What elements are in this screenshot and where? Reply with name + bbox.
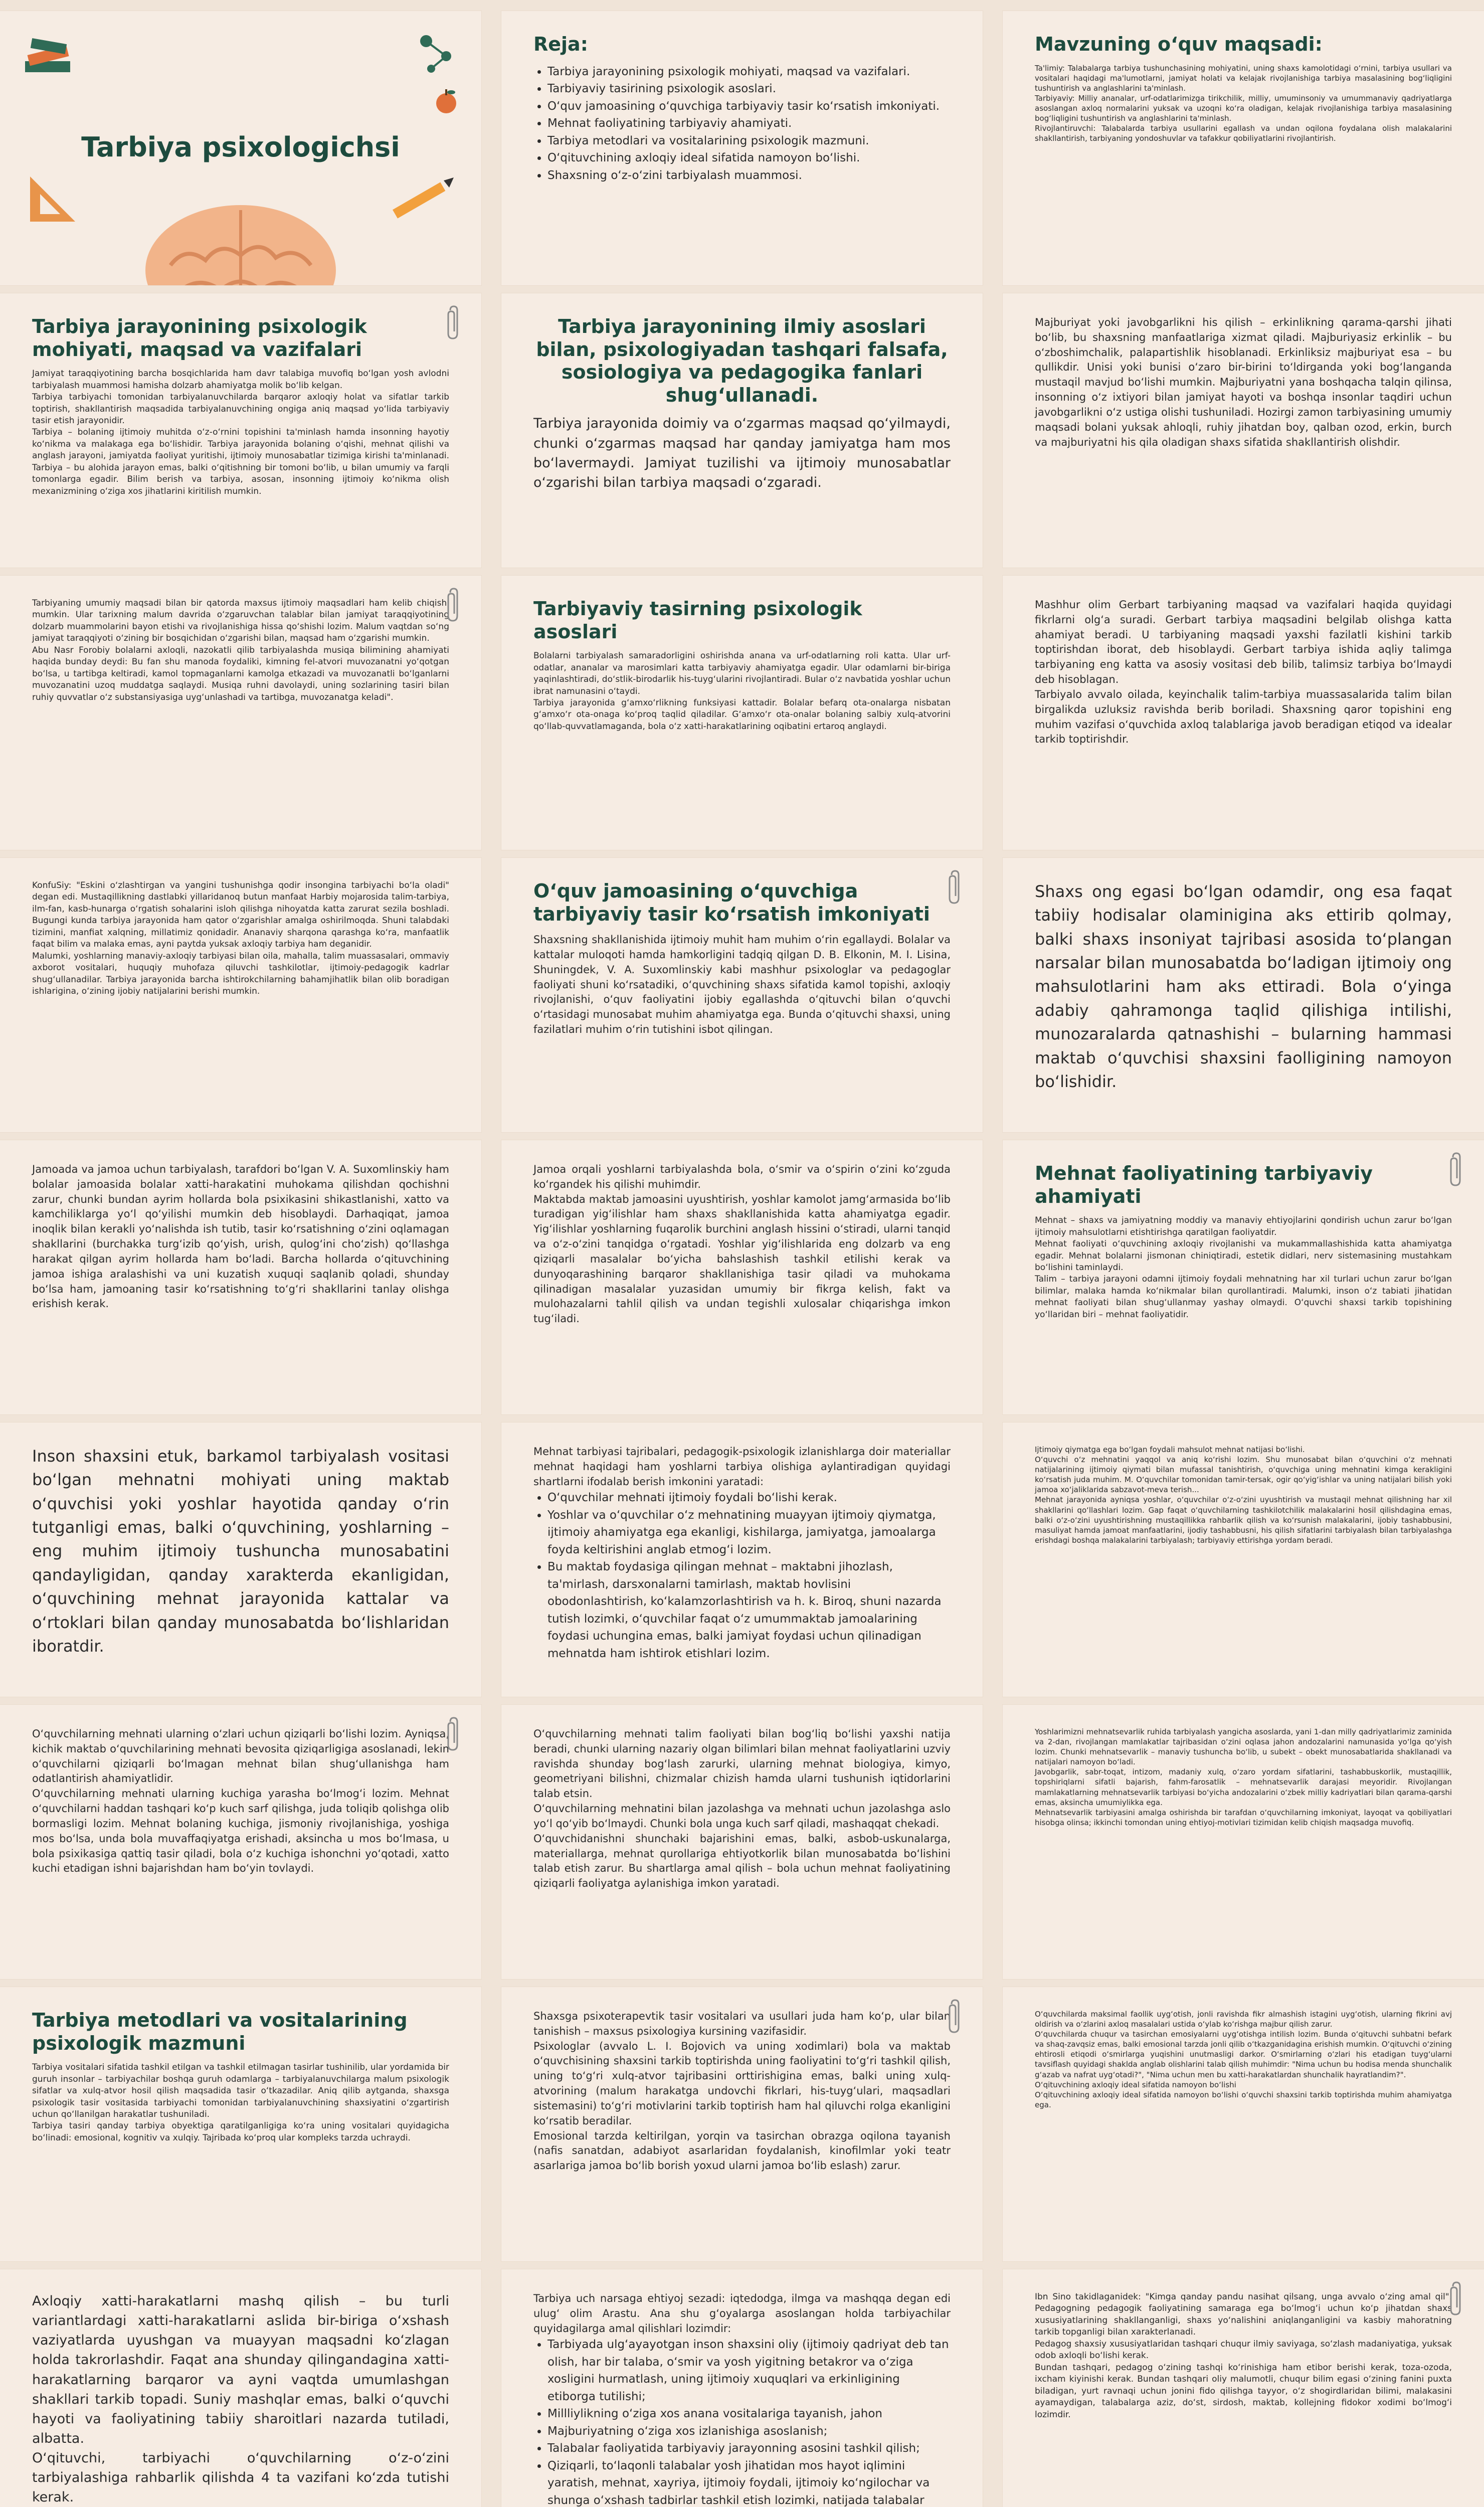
list-item: • Tarbiya jarayonining psixologik mohiyati, maqsad va vazifalari. (547, 63, 951, 81)
ruler-icon (25, 171, 80, 229)
list-item: • O‘quvchilar mehnati ijtimoiy foydali bo‘lishi kerak. (547, 1489, 951, 1507)
list-item: • Bu maktab foydasiga qilingan mehnat – maktabni jihozlash, ta'mirlash, darsxonalarni tamirlash, maktab hovlisini obodonlashtirish, ko‘kalamzorlashtirish va h. k. Biroq, shuni nazarda tutish lozimki, o‘quvchilar faqat o‘z umummaktab jamoalarining foydasi uchungina emas, balki jamiyat foydasi uchun qilinadigan mehnatda ham ishtirok etishlari lozim. (547, 1558, 951, 1662)
list-item: • Yoshlar va o‘quvchilar o‘z mehnatining muayyan ijtimoiy qiymatga, ijtimoiy ahamiyatga ega ekanligi, kishilarga, jamiyatga, jamoalarga foyda keltirishini anglab etmog‘i lozim. (547, 1507, 951, 1559)
slide-body: Jamoada va jamoa uchun tarbiyalash, tarafdori bo‘lgan V. A. Suxomlinskiy ham bolalar jamoasida bolalar xatti-harakatini muhokama qilishdan qochishni zarur, chunki bundan ayrim hollarda bola psixikasini shikastlanishi, xatto va kamchiliklarga yo‘l qo‘yilishi mumkin deb hisoblaydi. Darhaqiqat, jamoa inoqlik bilan kerakli yo‘nalishda ish tutib, tasir ko‘rsatishning o‘zini oqlamagan shakllarini (burchakka turg‘izib qo‘yish, urish, qulog‘ini cho‘zish) qo‘llashga harakat qilgan ayrim hollarda ham bo‘ladi. Barcha hollarda o‘qituvchining jamoa ishiga aralashishi va uni kuzatish xuquqi saqlanib qoladi, shunday bo‘lsa ham, jamoaning tasir ko‘rsatishning to‘g‘ri shakllarini tanlay olishga erishish kerak. (32, 1163, 449, 1310)
slide-4 (0, 293, 481, 568)
molecule-icon (411, 26, 461, 78)
slide-body: Tarbiya jarayonida doimiy va o‘zgarmas maqsad qo‘yilmaydi, chunki o‘zgarmas maqsad har qanday jamiyatga ham mos bo‘lavermaydi. Jamiyat tuzilishi va ijtimoiy munosabatlar o‘zgarishi bilan tarbiya maqsadi o‘zgaradi. (533, 416, 951, 490)
slide-body: Ta'limiy: Talabalarga tarbiya tushunchasining mohiyatini, uning shaxs kamolotidagi o‘rnini, tarbiya usullari va vositalari haqidagi ma'lumotlarni, jamiyat holati va kelajak rivojlanishiga tarbiya masalasining bog‘liqligini tushuntirish va anglashlarini ta'minlash. Tarbiyaviy: Milliy ananalar, urf-odatlarimizga tirikchilik, milliy, umuminsoniy va umummanaviy qadriyatlarga asoslangan axloq normalarini yuksak va uzoqni ko‘ra oladigan, kelajak rivojlanishiga tarbiya masalasining bog‘liqligini tushuntirish va anglashlarini ta'minlash. Rivojlantiruvchi: Talabalarda tarbiya usullarini egallash va undan oqilona foydalana olish malakalarini shakllantirish, tarbiyaning yondoshuvlar va tafakkur qobiliyatlarini rivojlantirish. (1035, 63, 1452, 143)
slide-body: Mashhur olim Gerbart tarbiyaning maqsad va vazifalari haqida quyidagi fikrlarni olg‘a suradi. Gerbart tarbiya maqsadini belgilab olishga katta ahamiyat beradi. U tarbiyaning maqsadi yaxshi fazilatli kishini tarkib toptirishdan iborat, deb hisoblaydi. Gerbart tarbiya ishida aqliy talimga tarbiyaning eng katta va asosiy vositasi deb bilib, talimsiz tarbiya bo‘lmaydi deb hisoblagan. Tarbiyalo avvalo oilada, keyinchalik talim-tarbiya muassasalarida talim bilan birgalikda uzluksiz ravishda berib boriladi. Shaxsning qaror topishini eng muhim vazifasi o‘quvchida axloq talablariga javob beradigan etiqod va idealar tarkib toptirishdir. (1035, 599, 1452, 746)
list-item: • Qiziqarli, to‘laqonli talabalar yosh jihatidan mos hayot iqlimini yaratish, mehnat, xayriya, ijtimoiy foydali, ijtimoiy ko‘ngilochar va shunga o‘xshash tadbirlar tashkil etish lozimki, natijada talabalar (547, 2457, 951, 2507)
list-item: • Tarbiyaviy tasirining psixologik asoslari. (547, 80, 951, 98)
slide-body: Shaxsning shakllanishida ijtimoiy muhit ham muhim o‘rin egallaydi. Bolalar va kattalar muloqoti hamda hamkorligini tadqiq qilgan D. B. Elkonin, M. I. Lisina, Shuningdek, V. A. Suxomlinskiy kabi mashhur psixologlar va pedagoglar faoliyati shuni ko‘rsatadiki, o‘quvchining shaxs sifatida kamol topishi, axloqiy rivojlanishi, o‘quv faoliyatini ijobiy egallashda o‘qituvchi bilan o‘quvchi o‘rtasidagi munosabat muhim ahamiyatga ega. Bunda o‘qituvchi shaxsi, uning fazilatlari muhim o‘rin tutishini isbot qilingan. (533, 934, 951, 1036)
slide-body: Inson shaxsini etuk, barkamol tarbiyalash vositasi bo‘lgan mehnatni mohiyati uning maktab o‘quvchisi yoki yoshlar hayotida qanday o‘rin tutganligi emas, balki o‘quvchining, yoshlarning – eng muhim ijtimoiy tushuncha munosabatini qandayligidan, qanday xarakterda ekanligidan, o‘quvchining mehnat jarayonida kattalar va o‘rtoklari bilan qanday munosabatda bo‘lishlaridan iboratdir. (32, 1447, 449, 1656)
slide-heading: Mavzuning o‘quv maqsadi: (1035, 33, 1323, 55)
list-item: • Tarbiya metodlari va vositalarining psixologik mazmuni. (547, 132, 951, 150)
slide-18 (1003, 1422, 1484, 1697)
slide-title: Tarbiya psixologichsi (81, 131, 400, 163)
bullet-list (533, 2336, 951, 2507)
list-item: • Millliylikning o‘ziga xos anana vositalariga tayanish, jahon (547, 2405, 951, 2423)
slide-5 (501, 293, 983, 568)
paperclip-icon (947, 870, 964, 905)
slide-13 (0, 1140, 481, 1414)
slide-body: Tarbiyaning umumiy maqsadi bilan bir qatorda maxsus ijtimoiy maqsadlari ham kelib chiqishi mumkin. Ular tarixning malum davrida o‘zgaruvchan talablar bilan jamiyat taraqqiyotining dolzarb muammolarini bayon etishi va rivojlanishiga hissa qo‘shishi lozim. Malum vaqtdan so‘ng jamiyat taraqqiyoti o‘zining bir bosqichidan o‘zgarishi bilan, maqsad ham o‘zgarishi mumkin. Abu Nasr Forobiy bolalarni axloqli, nazokatli qilib tarbiyalashda musiqa bilimining ahamiyati haqida bunday deydi: Bu fan shu manoda foydaliki, kimning fel-atvori muvozanatni yo‘qotgan bo‘lsa, u tartibga keltiradi, kamol topmaganlarni kamolga etkazadi va muvozanatli bo‘lganlarni muvozanatini uzoq muddatga saqlaydi. Musiqa ruhni davolaydi, uning sozlarining tasiri bilan ruhiy quvvatlar o‘z substansiyasiga uyg‘unlashadi va tartibga, muvozanatga keladi". (32, 598, 449, 702)
slide-body: O‘quvchilarda maksimal faollik uyg‘otish, jonli ravishda fikr almashish istagini uyg‘otish, ularning fikrini avj oldirish va o‘zlarini axloq masalalari ustida o‘ylab ko‘rishga majbur qilish zarur. O‘quvchilarda chuqur va tasirchan emosiyalarni uyg‘otishga intilish lozim. Bunda o‘qituvchi suhbatni befark va shaq-zavqsiz emas, balki emosional tarzda jonli qilib o‘tkazganidagina erishish mumkin. O‘qituvchi o‘zining ehtirosli etiqodi o‘smirlarga yuqishini unutmasligi darkor. O‘smirlarning o‘zlari his etadigan tuyg‘ularni tavsiflash quyidagi shaklda anglab olishlarini talab qilish muhimdir: "Nima uchun bu hodisa menda shunchalik g‘azab va nafrat uyg‘otadi?", "Nima uchun men bu xatti-harakatlardan shunchalik hayratlandim?". O‘qituvchining axloqiy ideal sifatida namoyon bo‘lishi O‘qituvchining axloqiy ideal sifatida namoyon bo‘lishi o‘quvchi shaxsini tarkib toptirishda muhim ahamiyatga ega. (1035, 2010, 1452, 2109)
slide-6 (1003, 293, 1484, 568)
slide-27 (1003, 2269, 1484, 2507)
slide-body: Jamiyat taraqqiyotining barcha bosqichlarida ham davr talabiga muvofiq bo‘lgan yosh avlodni tarbiyalash muammosi hamisha dolzarb ahamiyatga molik bo‘lib kelgan. Tarbiya tarbiyachi tomonidan tarbiyalanuvchilarda barqaror axloqiy holat va sifatlar tarkib toptirish, shakllantirish maqsadida tarbiyalanuvchining ongiga aniq maqsad yo‘lida tarbiyaviy tasir etish jarayonidir. Tarbiya – bolaning ijtimoiy muhitda o‘z-o‘rnini topishini ta'minlash hamda insonning hayotiy ko‘nikma va malakaga ega bo‘lishidir. Tarbiya jarayonida bolaning o‘qishi, mehnat qilishi va anglash jarayoni, jamiyatda faoliyat yuritishi, ijtimoiy munosabatlar tizimiga kirishi ta'minlanadi. Tarbiya – bu alohida jarayon emas, balki o‘qitishning bir tomoni bo‘lib, u bilan umumiy va farqli tomonlarga egadir. Bilim berish va tarbiya, asosan, insonning ijtimoiy ko‘nikma olish mexanizmining o‘ziga xos jihatlarini kiritilish mumkin. (32, 369, 449, 496)
paperclip-icon (1448, 2281, 1465, 2316)
slide-body: Ibn Sino takidlaganidek: "Kimga qanday pandu nasihat qilsang, unga avvalo o‘zing amal qil". Pedagogning pedagogik faoliyatining samaraga ega bo‘lmog‘i uchun ko‘p jihatdan shaxs xususiyatlarining shakllanganligi, shaxs yo‘nalishini aniqlanganligini va kasbiy mahoratning tarkib topganligi bilan xarakterlanadi. Pedagog shaxsiy xususiyatlaridan tashqari chuqur ilmiy saviyaga, so‘zlash madaniyatiga, yuksak odob axloqli bo‘lishi kerak. Bundan tashqari, pedagog o‘zining tashqi ko‘rinishiga ham etibor berishi kerak, toza-ozoda, ixcham kiyinishi kerak. Bundan tashqari oliy malumotli, chuqur bilim egasi o‘zining fanini puxta biladigan, yurt ravnaqi uchun jonini fido qilishga tayyor, o‘z shogirdlaridan bilimi, malakasini ayamaydigan, talabalarga aziz, do‘st, sirdosh, maktab, kollejning fidokor xodimi bo‘lmog‘i lozimdir. (1035, 2292, 1452, 2420)
slide-22 (0, 1987, 481, 2261)
slide-26 (501, 2269, 983, 2507)
slide-intro: Mehnat tarbiyasi tajribalari, pedagogik-psixologik izlanishlarga doir materiallar mehnat haqidagi ham yoshlarni tarbiya olishiga aylantiradigan quyidagi shartlarni ifodalab berish imkonini yaratadi: (533, 1446, 951, 1488)
slide-heading: Reja: (533, 33, 588, 55)
slide-8 (501, 576, 983, 850)
slide-body: Majburiyat yoki javobgarlikni his qilish – erkinlikning qarama-qarshi jihati bo‘lib, bu shaxsning manfaatlariga xizmat qiladi. Majburiyasiz erkinlik – bu o‘zboshimchalik, palapartishlik hisoblanadi. Erkinliksiz majburiyat esa – bu qullikdir. Unisi yoki bunisi o‘zaro bir-birini to‘ldirganda yoki bog‘langanda mustaqil mavjud bo‘lishi mumkin. Majburiyatni yana boshqacha talqin qilinsa, insonning o‘z ixtiyori bilan jamiyat hayoti va boshqa insonlar taqdiri uchun javobgarlikni o‘z ustiga olishi tushuniladi. Hozirgi zamon tarbiyasining umumiy maqsadi bolani yuksak ahloqli, ruhiy jihatdan boy, qalban ozod, erkin, burch va majburiyatni his qila oladigan shaxs sifatida shakllantirish olishdir. (1035, 316, 1452, 448)
list-item: • O‘qituvchining axloqiy ideal sifatida namoyon bo‘lishi. (547, 149, 951, 167)
list-item: • Talabalar faoliyatida tarbiyaviy jarayonning asosini tashkil qilish; (547, 2440, 951, 2457)
list-item: • Shaxsning o‘z-o‘zini tarbiyalash muammosi. (547, 167, 951, 185)
books-icon (20, 31, 75, 88)
list-item: • O‘quv jamoasining o‘quvchiga tarbiyaviy tasir ko‘rsatish imkoniyati. (547, 98, 951, 115)
slide-body: O‘quvchilarning mehnati ularning o‘zlari uchun qiziqarli bo‘lishi lozim. Ayniqsa, kichik maktab o‘quvchilarining mehnati bevosita qiziqarligiga asoslanadi, lekin o‘quvchilarni qiziqarli bo‘lmagan mehnat bilan shug‘ullanishga ham odatlantirish ahamiyatlidir. O‘quvchilarning mehnati ularning kuchiga yarasha bo‘lmog‘i lozim. Mehnat o‘quvchilarni haddan tashqari ko‘p kuch sarf qilishga, juda toliqib qolishga olib bormasligi lozim. Mehnat bolaning kuchiga, jismoniy rivojlanishiga, yoshiga mos bo‘lsa, unda bola muvaffaqiyatga erishadi, aksincha u mos bo‘lmasa, u bola psixikasiga qattiq tasir qiladi, bola o‘z kuchiga ishonchni yo‘qotadi, xatto kuchi etadigan ishni bajarishdan ham bo‘yin tovlaydi. (32, 1728, 449, 1875)
slide-heading: Tarbiya metodlari va vositalarining psixologik mazmuni (32, 2009, 408, 2054)
slide-heading: Tarbiya jarayonining psixologik mohiyati, maqsad va vazifalari (32, 315, 367, 361)
slide-19 (0, 1705, 481, 1979)
slide-24 (1003, 1987, 1484, 2261)
slide-15 (1003, 1140, 1484, 1414)
list-item: • Mehnat faoliyatining tarbiyaviy ahamiyati. (547, 115, 951, 132)
slide-body: Yoshlarimizni mehnatsevarlik ruhida tarbiyalash yangicha asoslarda, yani 1-dan milly qadriyatlarimiz zaminida va 2-dan, rivojlangan mamlakatlar tajribasidan o‘zini oqlasa jahon andozalarini namunasida yo‘lga qo‘yish lozim. Chunki mehnatsevarlik – manaviy tushuncha bo‘lib, u subekt – obekt munosabatlarida shakllanadi va natijalari namoyon bo‘ladi. Javobgarlik, sabr-toqat, intizom, madaniy xulq, o‘zaro yordam sifatlarini, tashabbuskorlik, mustaqillik, topshiriqlarni sifatli bajarish, fahm-farosatlik – mehnatsevarlik darajasi meyoridir. Rivojlangan mamlakatlarning mehnatsevarlik tarbiyasi bo‘yicha andozalarini o‘zbek milliy kadriyatlari bilan qarama-qarshi emas, aksincha umumiylikka ega. Mehnatsevarlik tarbiyasini amalga oshirishda bir tarafdan o‘quvchilarning imkoniyat, layoqat va qobiliyatlari hisobga olinsa; ikkinchi tomondan uning ehtiyoj-motivlari tizimidan kelib chiqish maqsadga muvofiq. (1035, 1727, 1452, 1827)
paperclip-icon (445, 305, 462, 340)
slide-body: Ijtimoiy qiymatga ega bo‘lgan foydali mahsulot mehnat natijasi bo‘lishi. O‘quvchi o‘z mehnatini yaqqol va aniq ko‘rishi lozim. Shu munosabat bilan o‘quvchini o‘z mehnati natijalarining ijtimoiy qiymati bilan mufassal tanishtirish, o‘quvchiga uning mehnatini kimga kerakligini ko‘rsatish juda muhim. M. O‘quvchilar tomonidan tamir-tersak, ogir qo‘yig‘ishlar va uning natijalari bilish yoki jamoa xo‘jaliklarida sabzavot-meva terish... Mehnat jarayonida ayniqsa yoshlar, o‘quvchilar o‘z-o‘zini uyushtirish va mustaqil mehnat qilishning har xil shakllarini qo‘llashlari lozim. Gap faqat o‘quvchilarning tashkilotchilik malakalarini hosil qilishdagina emas, balki o‘z-o‘zini uyushtirishning mustaqillikka rahbarlik qilish va ko‘rsunish malakalarini, ijobiy tashabbusini, masuliyat hamda jamoat manfaatlarini, ijodiy tashabbusni, his qilish sifatlarini tarbiyalash bilan tarbiyalashga erishdagi boshqa malakalarini tarbiyalash; tarbiyaviy ettirishga yordam beradi. (1035, 1445, 1452, 1545)
slide-23 (501, 1987, 983, 2261)
slide-3 (1003, 11, 1484, 285)
slide-body: KonfuSiy: "Eskini o‘zlashtirgan va yangini tushunishga qodir insongina tarbiyachi bo‘la oladi" degan edi. Mustaqillikning dastlabki yillaridanoq butun manfaat Harbiy mojarosida talim-tarbiya, ilm-fan, kasb-hunarga o‘rgatish sohalarini isloh qilishga nihoyatda katta zarurat sezila boshladi. Bugungi kunda tarbiya jarayonida ham qator o‘zgarishlar amalga oshirilmoqda. Shuni talabdaki tizimini, manfiat xalqning, millatimiz qonidadir. Ananaviy sharqona qarashga ko‘ra, manfaatlik faqat bilim va malaka emas, ayni paytda yuksak axloqiy tarbiya ham deganidir. Malumki, yoshlarning manaviy-axloqiy tarbiyasi bilan oila, mahalla, talim muassasalari, ommaviy axborot vositalari, huquqiy muhofaza qiluvchi tashkilotlar, ijtimoiy-pedagogik kadrlar shug‘ullanadilar. Tarbiya jarayonida barcha ishtirokchilarning bahamjihatlik bilan olib boradigan ishlarigina, o‘zining ijobiy natijalarini berishi mumkin. (32, 880, 449, 997)
slide-7 (0, 576, 481, 850)
slide-12 (1003, 858, 1484, 1132)
list-item: • Majburiyatning o‘ziga xos izlanishiga asoslanish; (547, 2423, 951, 2440)
slide-1 (0, 11, 481, 285)
bullet-list (533, 63, 951, 185)
slide-heading: Mehnat faoliyatining tarbiyaviy ahamiyati (1035, 1162, 1373, 1207)
slide-11 (501, 858, 983, 1132)
slide-body: Shaxsga psixoterapevtik tasir vositalari va usullari juda ham ko‘p, ular bilan tanishish – maxsus psixologiya kursining vazifasidir. Psixologlar (avvalo L. I. Bojovich va uning xodimlari) bola va maktab o‘quvchisining shaxsini tarkib toptirishda uning faoliyatini to‘g‘ri tashkil qilish, uning to‘g‘ri xulq-atvor tajribasini orttirishigina emas, balki uning xulq-atvorining (malum harakatga undovchi fikrlari, his-tuyg‘ulari, maqsadlari sistemasini) to‘g‘ri motivlarini tarkib toptirish ham hal qiluvchi rolga ekanligini ko‘rsatib beradilar. Emosional tarzda keltirilgan, yorqin va tasirchan obrazga oqilona tayanish (nafis sanatdan, adabiyot asarlaridan foydalanish, kinofilmlar yoki teatr asarlariga jamoa bo‘lib borish yoxud ularni jamoa bo‘lib eslash) zarur. (533, 2010, 951, 2172)
slide-body: Shaxs ong egasi bo‘lgan odamdir, ong esa faqat tabiiy hodisalar olaminigina aks ettirib qolmay, balki shaxs insoniyat tajribasi asosida to‘plangan narsalar bilan munosabatda bo‘ladigan ijtimoiy ong mahsulotlarini ham aks ettiradi. Bola o‘yinga adabiy qahramonga taqlid qilishiga intilishi, munozaralarda qatnashishi – bularning hammasi maktab o‘quvchisi shaxsini faolligining namoyon bo‘lishidir. (1035, 882, 1452, 1091)
paperclip-icon (445, 1717, 462, 1752)
slide-body: O‘quvchilarning mehnati talim faoliyati bilan bog‘liq bo‘lishi yaxshi natija beradi, chunki ularning nazariy olgan bilimlari bilan mehnat faoliyatlarini uzviy ravishda shunday bog‘lash zarurki, ularning mehnat biologiya, kimyo, geometriyani bilishni, chizmalar chizish hamda ularni tushunish iqtidorlarini talab etsin. O‘quvchilarning mehnatini bilan jazolashga va mehnati uchun jazolashga aslo yo‘l qo‘yib bo‘lmaydi. Chunki bola unga kuch sarf qiladi, mashaqqat chekadi. O‘quvchidanishni shunchaki bajarishini emas, balki, asbob-uskunalarga, materiallarga, mehnat qurollariga ehtiyotkorlik bilan munosabatda bo‘lishini talab etish zarur. Bu shartlarga amal qilish – bola uchun mehnat faoliyatining qiziqarli faoliyatga aylanishiga imkon yaratadi. (533, 1728, 951, 1890)
slide-2 (501, 11, 983, 285)
slide-20 (501, 1705, 983, 1979)
slide-body: Jamoa orqali yoshlarni tarbiyalashda bola, o‘smir va o‘spirin o‘zini ko‘zguda ko‘rgandek his qilishi muhimdir. Maktabda maktab jamoasini uyushtirish, yoshlar kamolot jamg‘armasida bo‘lib turadigan yig‘ilishlar ham shaxs shakllanishida katta ahamiyatga egadir. Yig‘ilishlar yoshlarning fuqarolik burchini anglash hissini o‘stiradi, ularni tanqid va o‘z-o‘zini tanqidga o‘rgatadi. Yoshlar yig‘ilishlarida eng dolzarb va eng qiziqarli masalalar bo‘yicha bahslashish tashkil etilishi kerak va dunyoqarashining barqaror shakllanishiga tasir qiladi va muhokama qilinadigan masalalar yuzasidan umumiy bir fikrga kelish, fakt va mulohazalarni tahlil qilish va undan tegishli xulosalar chiqarishga imkon tug‘iladi. (533, 1163, 951, 1325)
slide-21 (1003, 1705, 1484, 1979)
bullet-list (533, 1489, 951, 1662)
slide-heading: Tarbiya jarayonining ilmiy asoslari bilan, psixologiyadan tashqari falsafa, sosiologiya va pedagogika fanlari shug‘ullanadi. (536, 315, 948, 406)
list-item: • Tarbiyada ulg‘ayayotgan inson shaxsini oliy (ijtimoiy qadriyat deb tan olish, har bir talaba, o‘smir va yosh yigitning betakror va o‘ziga xosligini hurmatlash, uning ijtimoiy xuquqlari va erkinligining etiborga tutilishi; (547, 2336, 951, 2405)
slide-16 (0, 1422, 481, 1697)
slide-heading: O‘quv jamoasining o‘quvchiga tarbiyaviy tasir ko‘rsatish imkoniyati (533, 880, 930, 925)
slide-body: Tarbiya vositalari sifatida tashkil etilgan va tashkil etilmagan tasirlar tushinilib, ular yordamida bir guruh insonlar – tarbiyachilar boshqa guruh odamlarga – tarbiyalanuvchilarga malum psixologik sifatlar va xulq-atvor hosil qilish maqsadida tasir o‘tkazadilar. Aniq qilib aytganda, shaxsga psixologik tasir vositasida tarbiyachi tomonidan tarbiyalanuvchining shaxsiyatini o‘zgartirish uchun qo‘llanilgan harakatlar tushuniladi. Tarbiya tasiri qanday tarbiya obyektiga qaratilganligiga ko‘ra uning vositalari quyidagicha bo‘linadi: emosional, kognitiv va xulqiy. Tajribada ko‘proq ular kompleks tarzda uchraydi. (32, 2062, 449, 2143)
slide-14 (501, 1140, 983, 1414)
slide-17 (501, 1422, 983, 1697)
slide-intro: Tarbiya uch narsaga ehtiyoj sezadi: iqtedodga, ilmga va mashqqa degan edi ulug‘ olim Arastu. Ana shu g‘oyalarga asoslangan holda tarbiyachilar quyidagilarga amal qilishlari lozimdir: (533, 2292, 951, 2335)
slide-9 (1003, 576, 1484, 850)
brain-icon (140, 190, 341, 285)
paperclip-icon (1448, 1152, 1465, 1187)
pencil-icon (386, 176, 456, 224)
slide-body: Axloqiy xatti-harakatlarni mashq qilish – bu turli variantlardagi xatti-harakatlarni aslida bir-biriga o‘xshash vaziyatlarda uyushgan va muayyan maqsadni ko‘zlagan holda takrorlashdir. Faqat ana shunday qilingandagina xatti-harakatlarning barqaror va ayni vaqtda umumlashgan shakllari tarkib topadi. Suniy mashqlar emas, balki o‘quvchi hayoti va faoliyatining tabiiy sharoitlari nazarda tutiladi, albatta. O‘qituvchi, tarbiyachi o‘quvchilarning o‘z-o‘zini tarbiyalashiga rahbarlik qilishda 4 ta vazifani ko‘zda tutishi kerak. (32, 2293, 449, 2505)
paperclip-icon (445, 588, 462, 623)
slide-body: Bolalarni tarbiyalash samaradorligini oshirishda anana va urf-odatlarning roli katta. Ular urf-odatlar, ananalar va marosimlari katta tarbiyaviy ahamiyatga egadir. Ular odamlarni bir-biriga yaqinlashtiradi, do‘stlik-birodarlik his-tuyg‘ularini rivojlantiradi. Bular o‘z navbatida yoshlar uchun ibrat namunasini o‘taydi. Tarbiya jarayonida g‘amxo‘rlikning funksiyasi kattadir. Bolalar befarq ota-onalarga nisbatan g‘amxo‘r ota-onaga ko‘proq taqlid qiladilar. G‘amxo‘r ota-onalar bolaning salbiy xulq-atvorini qo‘llab-quvvatlamaganda, bola o‘z xatti-harakatlarining oqibatini ertaroq anglaydi. (533, 651, 951, 732)
slide-heading: Tarbiyaviy tasirning psixologik asoslari (533, 598, 862, 643)
paperclip-icon (947, 1999, 964, 2034)
slide-10 (0, 858, 481, 1132)
slide-body: Mehnat – shaxs va jamiyatning moddiy va manaviy ehtiyojlarini qondirish uchun zarur bo‘lgan ijtimoiy mahsulotlarni etishtirishga qaratilgan faoliyatdir. Mehnat faoliyati o‘quvchining axloqiy rivojlanishi va mukammallashishida katta ahamiyatga egadir. Mehnat bolalarni jismonan chiniqtiradi, estetik didlari, nerv sistemasining mustahkam bo‘lishini taminlaydi. Talim – tarbiya jarayoni odamni ijtimoiy foydali mehnatning har xil turlari uchun zarur bo‘lgan bilimlar, malaka hamda ko‘nikmalar bilan qurollantiradi. Malumki, inson o‘z tabiati jihatidan mehnat faoliyati bilan shug‘ullanmay yashay olmaydi. O‘quvchi shaxsi tarkib topishining yo‘llaridan biri – mehnat faoliyatidir. (1035, 1215, 1452, 1320)
slide-25 (0, 2269, 481, 2507)
apple-icon (431, 86, 461, 118)
